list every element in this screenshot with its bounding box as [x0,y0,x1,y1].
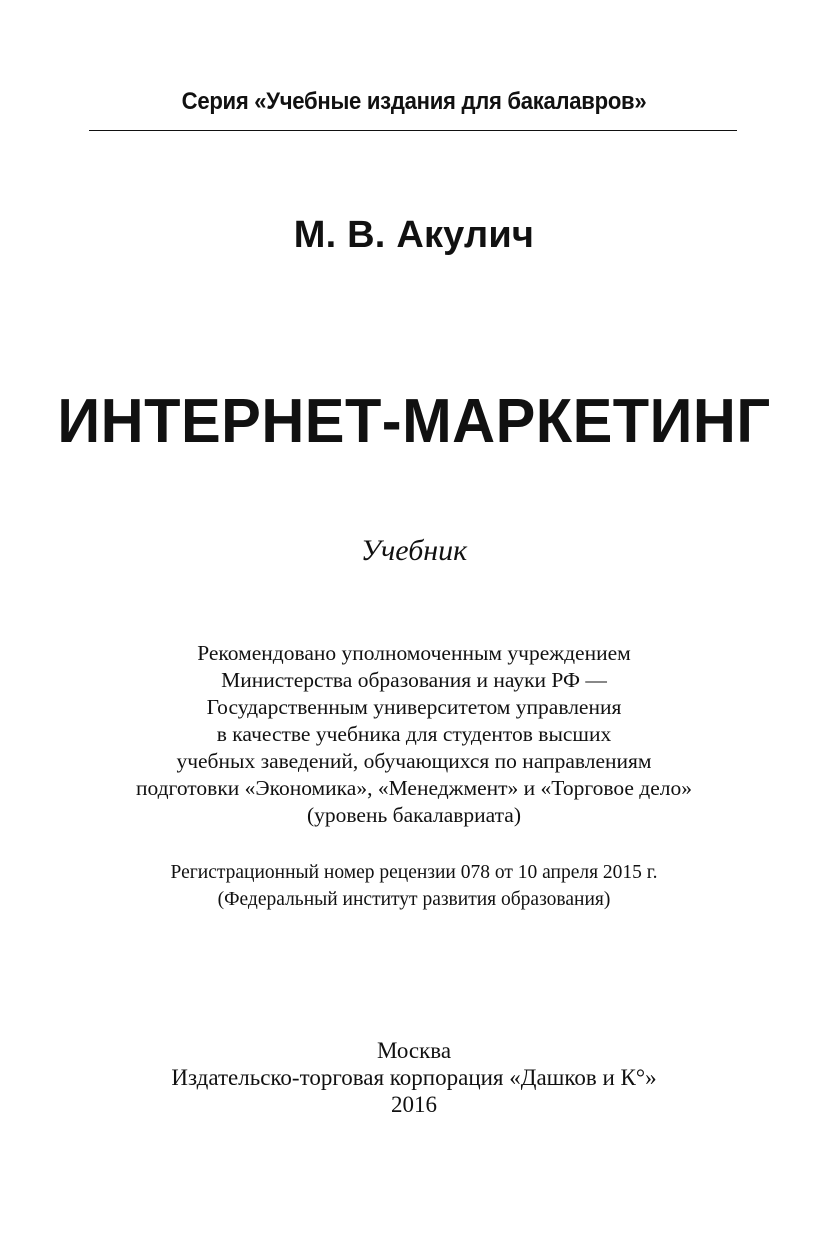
author-name: М. В. Акулич [293,214,535,256]
registration-line: Регистрационный номер рецензии 078 от 10 апреля 2015 г. [170,862,658,883]
book-subtitle: Учебник [360,534,468,567]
recommendation-line: Рекомендовано уполномоченным учреждением [197,641,631,665]
registration-text [0,859,828,913]
header-divider [89,130,737,131]
imprint-publisher: Издательско-торговая корпорация «Дашков и К°» [171,1065,657,1090]
imprint-year: 2016 [391,1092,437,1117]
book-title: ИНТЕРНЕТ-МАРКЕТИНГ [57,387,771,456]
recommendation-line: учебных заведений, обучающихся по направлениям [176,749,652,773]
series-title: Серия «Учебные издания для бакалавров» [181,88,647,115]
imprint [0,1037,828,1118]
imprint-city: Москва [376,1038,452,1063]
recommendation-line: (уровень бакалавриата) [306,803,522,827]
recommendation-text [0,640,828,829]
recommendation-line: Министерства образования и науки РФ — [221,668,607,692]
registration-line: (Федеральный институт развития образования) [217,889,611,910]
recommendation-line: в качестве учебника для студентов высших [216,722,612,746]
recommendation-line: подготовки «Экономика», «Менеджмент» и «Торговое дело» [135,776,693,800]
recommendation-line: Государственным университетом управления [206,695,622,719]
